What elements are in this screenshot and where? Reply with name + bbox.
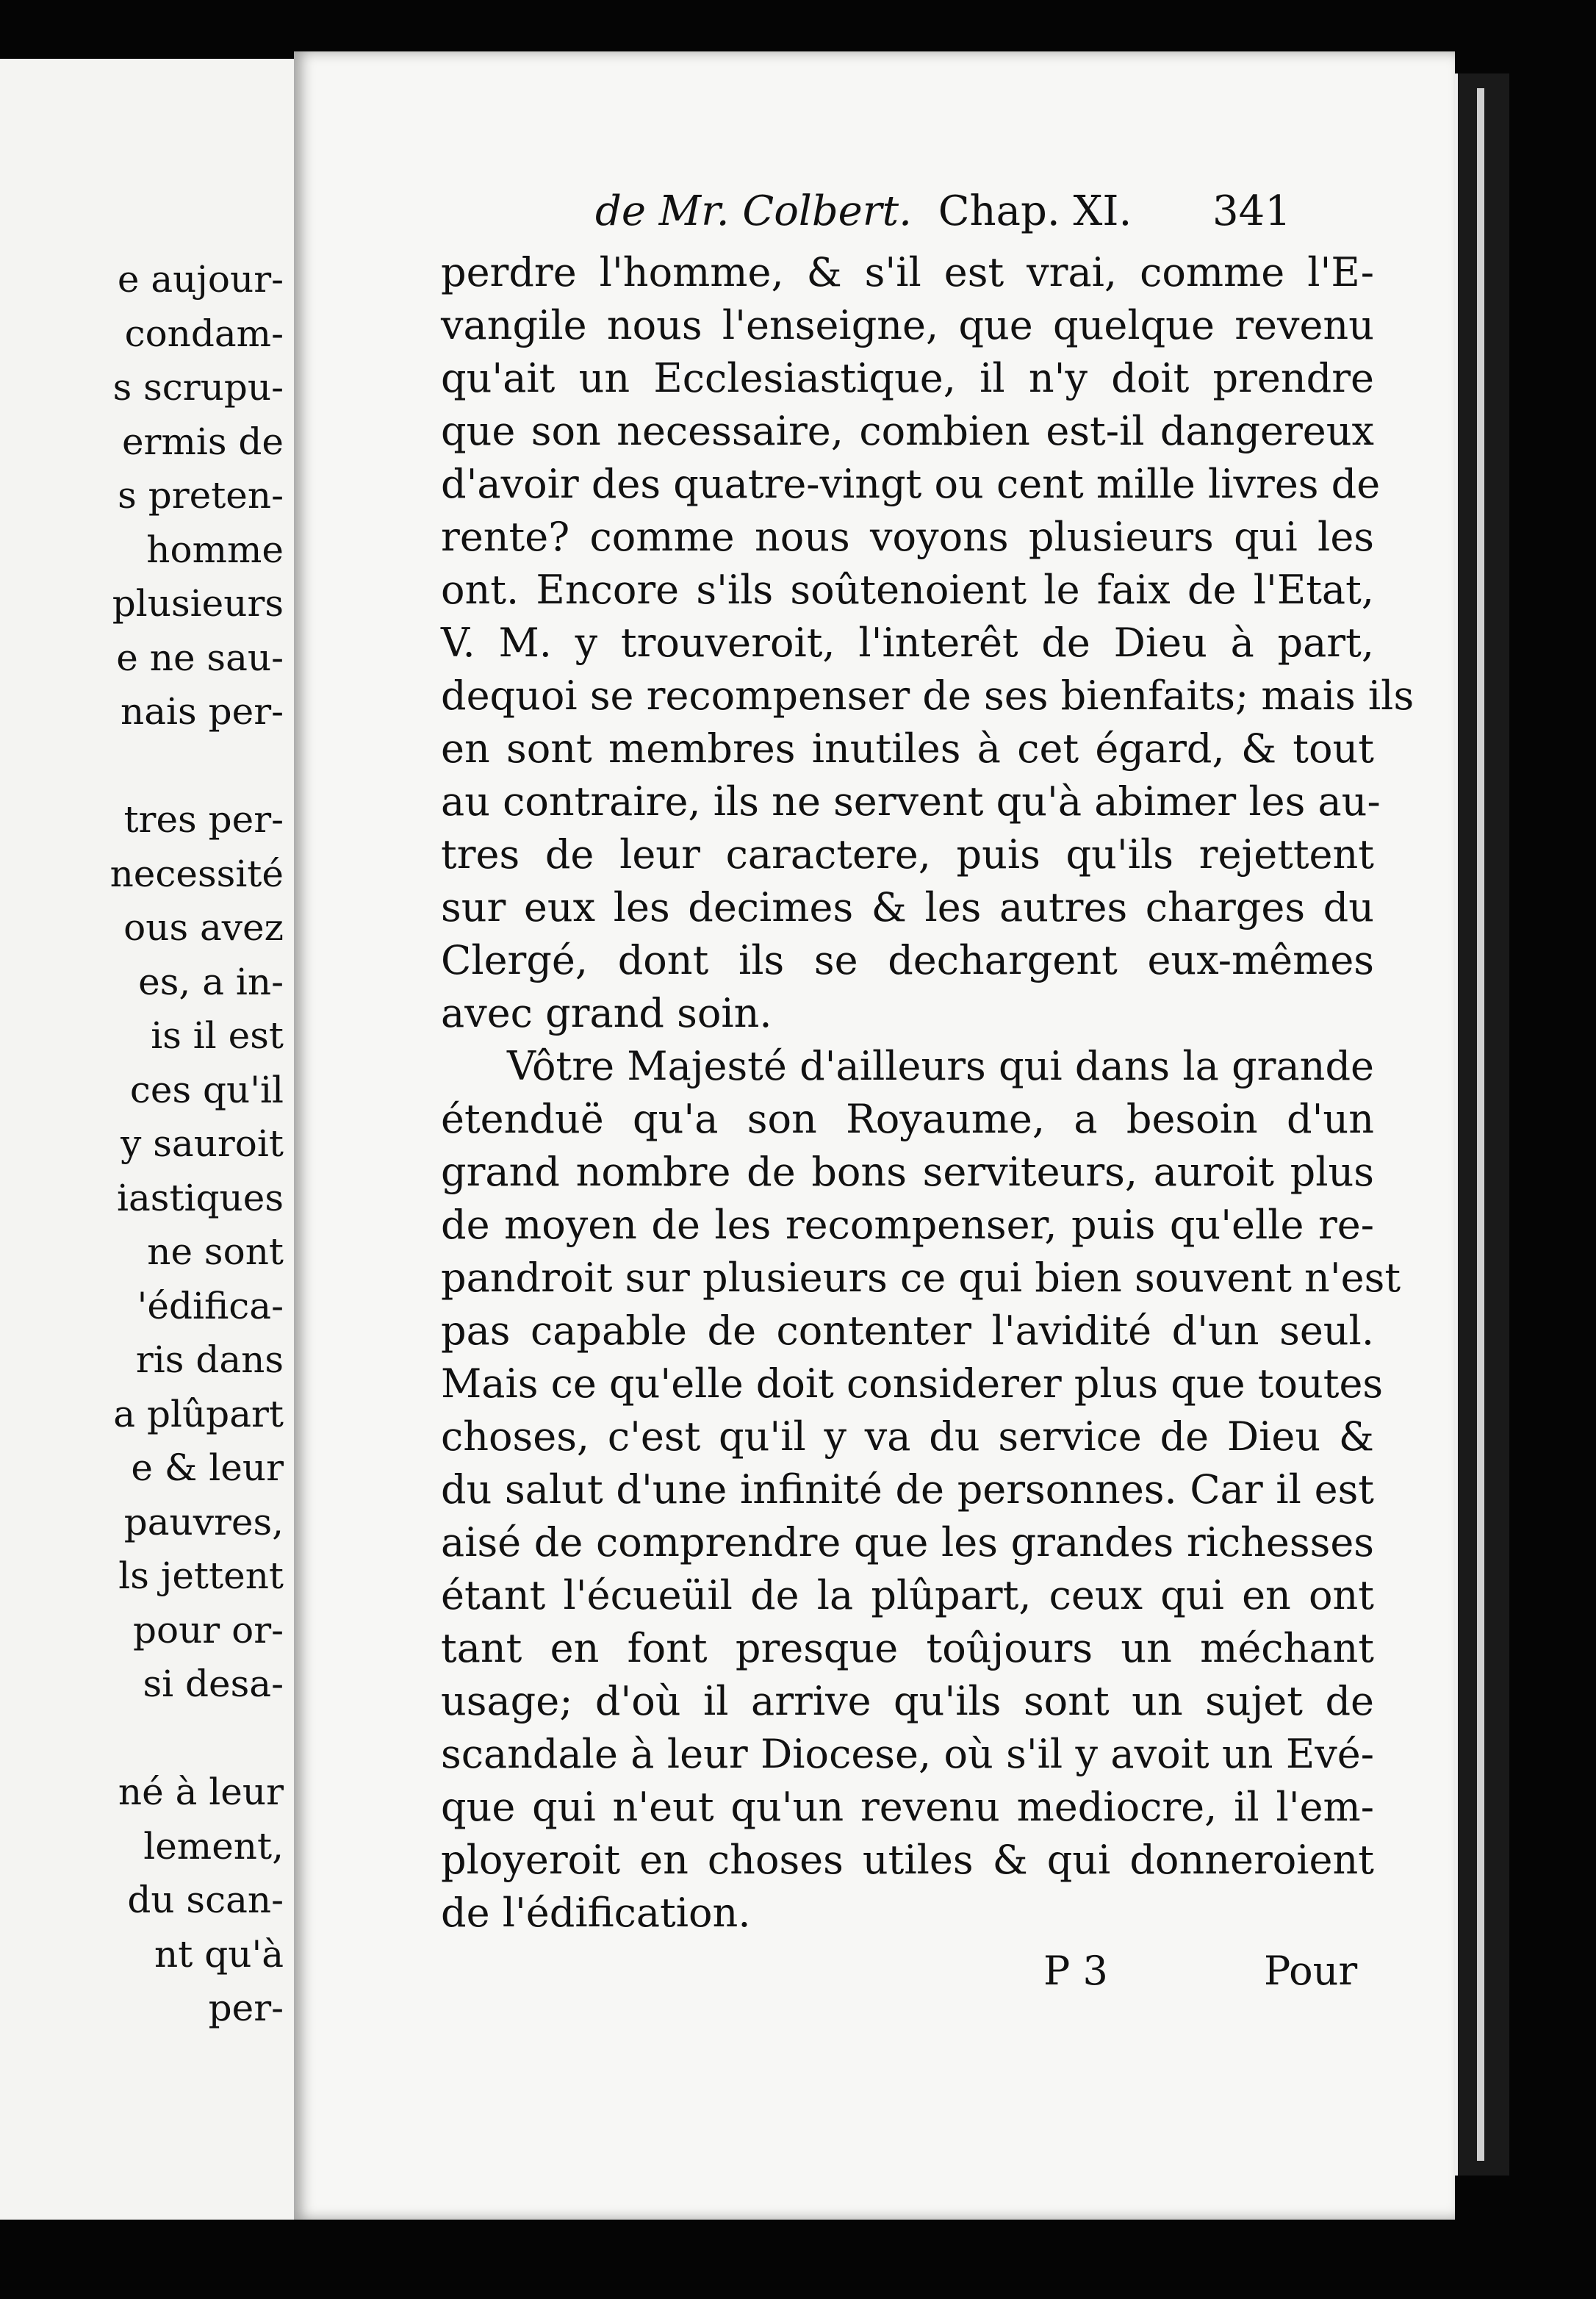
text-line: de l'édification. bbox=[441, 1890, 751, 1936]
text-line: étenduë qu'a son Royaume, a besoin d'un bbox=[441, 1096, 1374, 1142]
left-page-text-line: is il est bbox=[151, 1014, 284, 1057]
text-line: Mais ce qu'elle doit considerer plus que toutes bbox=[441, 1360, 1384, 1407]
text-line: d'avoir des quatre-vingt ou cent mille livres de bbox=[441, 461, 1381, 507]
signature-mark: P 3 bbox=[1043, 1948, 1108, 1994]
left-page-text-line: nais per- bbox=[121, 690, 284, 733]
previous-page-fragment bbox=[0, 59, 298, 2220]
left-page-text-line: ne sont bbox=[147, 1230, 284, 1273]
page-header bbox=[595, 187, 1330, 246]
left-page-text-line: 'édifica- bbox=[137, 1284, 284, 1327]
text-line: au contraire, ils ne servent qu'à abimer les au- bbox=[441, 778, 1381, 825]
text-line: dequoi se recompenser de ses bienfaits; mais ils bbox=[441, 673, 1415, 719]
left-page-text-line: necessité bbox=[109, 852, 284, 895]
left-page-text-line: ls jettent bbox=[118, 1554, 284, 1597]
text-line: Clergé, dont ils se dechargent eux-mêmes bbox=[441, 937, 1374, 983]
text-line: tres de leur caractere, puis qu'ils rejettent bbox=[441, 831, 1374, 878]
left-page-text-line: y sauroit bbox=[121, 1122, 284, 1165]
text-line: qu'ait un Ecclesiastique, il n'y doit prendre bbox=[441, 355, 1374, 401]
text-line: avec grand soin. bbox=[441, 990, 772, 1036]
left-page-text-line: iastiques bbox=[116, 1176, 284, 1219]
text-line: pandroit sur plusieurs ce qui bien souvent n'est bbox=[441, 1255, 1401, 1301]
text-line: de moyen de les recompenser, puis qu'elle re- bbox=[441, 1202, 1374, 1248]
text-line: scandale à leur Diocese, où s'il y avoit un Evé- bbox=[441, 1731, 1374, 1777]
text-line: perdre l'homme, & s'il est vrai, comme l'E- bbox=[441, 249, 1374, 295]
page-number: 341 bbox=[1212, 187, 1291, 235]
text-line: que son necessaire, combien est-il dangereux bbox=[441, 408, 1374, 454]
left-page-text-line: du scan- bbox=[127, 1879, 284, 1921]
text-line: ont. Encore s'ils soûtenoient le faix de l'Etat, bbox=[441, 567, 1374, 613]
page-edge-highlight bbox=[1477, 88, 1484, 2161]
left-page-text-line: homme bbox=[146, 528, 284, 571]
left-page-text-line: a plûpart bbox=[113, 1392, 284, 1435]
left-page-text-line: né à leur bbox=[118, 1771, 284, 1813]
catchword: Pour bbox=[1264, 1948, 1358, 1994]
left-page-text-line: tres per- bbox=[123, 798, 284, 841]
left-page-text-line: ris dans bbox=[135, 1338, 284, 1381]
text-line: Vôtre Majesté d'ailleurs qui dans la grande bbox=[507, 1043, 1374, 1089]
text-line: vangile nous l'enseigne, que quelque revenu bbox=[441, 302, 1374, 348]
text-line: du salut d'une infinité de personnes. Car il est bbox=[441, 1466, 1374, 1513]
left-page-text-line: plusieurs bbox=[112, 582, 284, 625]
text-line: rente? comme nous voyons plusieurs qui les bbox=[441, 514, 1374, 560]
text-line: grand nombre de bons serviteurs, auroit plus bbox=[441, 1149, 1374, 1195]
left-page-text-line: condam- bbox=[124, 312, 284, 355]
text-line: aisé de comprendre que les grandes richesses bbox=[441, 1519, 1374, 1565]
text-line: ployeroit en choses utiles & qui donneroient bbox=[441, 1837, 1374, 1883]
chapter-label: Chap. XI. bbox=[938, 187, 1132, 235]
left-page-text-line: pour or- bbox=[132, 1608, 284, 1651]
left-page-text-line: e & leur bbox=[131, 1446, 284, 1489]
text-line: V. M. y trouveroit, l'interêt de Dieu à part, bbox=[441, 620, 1374, 666]
body-text bbox=[441, 246, 1415, 1940]
text-line: pas capable de contenter l'avidité d'un seul. bbox=[441, 1308, 1374, 1354]
left-page-text-line: s scrupu- bbox=[112, 366, 284, 409]
text-line: sur eux les decimes & les autres charges du bbox=[441, 884, 1374, 930]
text-line: en sont membres inutiles à cet égard, & tout bbox=[441, 725, 1374, 772]
left-page-text-line: s preten- bbox=[118, 474, 284, 517]
text-line: que qui n'eut qu'un revenu mediocre, il l'em- bbox=[441, 1784, 1374, 1830]
left-page-text-line: es, a in- bbox=[138, 960, 284, 1003]
left-page-text-line: e aujour- bbox=[117, 258, 284, 301]
text-line: étant l'écueüil de la plûpart, ceux qui en ont bbox=[441, 1572, 1374, 1618]
text-line: choses, c'est qu'il y va du service de Dieu & bbox=[441, 1413, 1374, 1460]
left-page-text-line: e ne sau- bbox=[116, 636, 284, 679]
left-page-text-line: per- bbox=[208, 1987, 284, 2029]
text-line: usage; d'où il arrive qu'ils sont un sujet de bbox=[441, 1678, 1374, 1724]
left-page-text-line: lement, bbox=[143, 1824, 284, 1868]
left-page-text-line: pauvres, bbox=[123, 1500, 284, 1543]
left-page-text-line: ermis de bbox=[121, 420, 284, 463]
left-page-text-line: ces qu'il bbox=[129, 1068, 284, 1111]
running-title: de Mr. Colbert. bbox=[595, 187, 912, 235]
left-page-text-line: nt qu'à bbox=[154, 1932, 284, 1976]
left-page-text-line: ous avez bbox=[123, 906, 284, 949]
text-line: tant en font presque toûjours un méchant bbox=[441, 1625, 1374, 1671]
left-page-text-line: si desa- bbox=[143, 1663, 284, 1705]
